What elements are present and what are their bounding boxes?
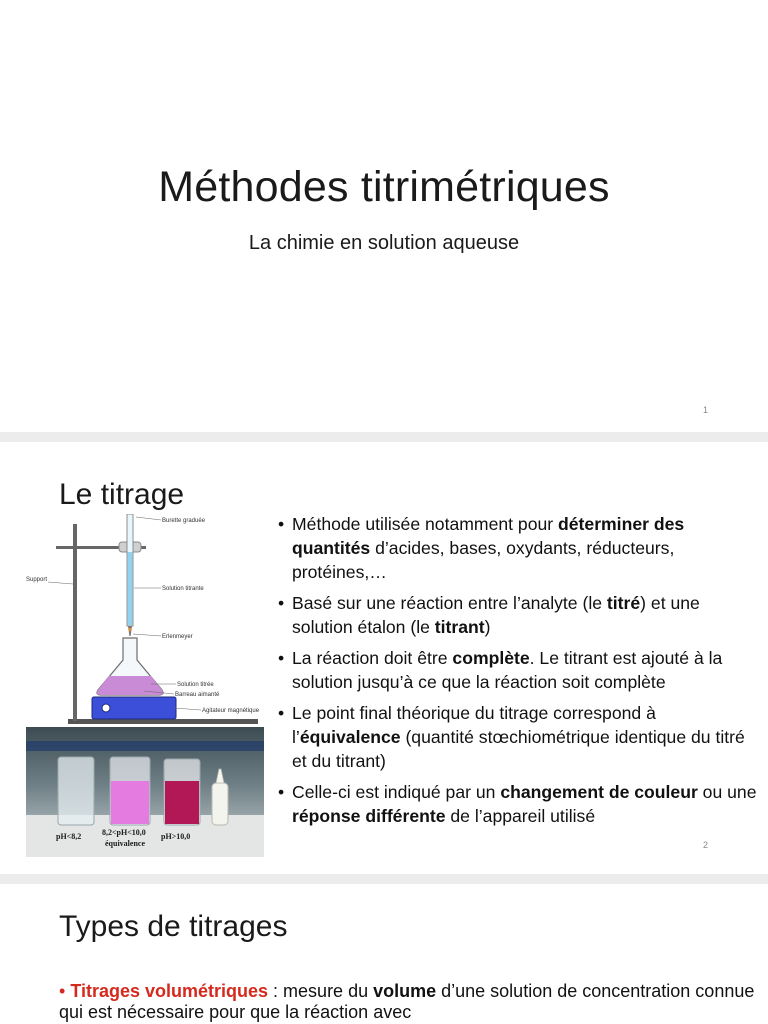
bold-term: équivalence	[299, 727, 401, 747]
label-support: Support	[26, 577, 48, 583]
bullet-text: . Le titrant est ajouté à la solution jusqu’à ce que la réaction soit complète	[292, 648, 723, 692]
photo-label-ph-low: pH<8,2	[56, 832, 82, 841]
bullet-text: Celle-ci est indiqué par un	[292, 782, 501, 802]
bullet-text: ) et une solution étalon (le	[292, 593, 700, 637]
bullet-text: )	[484, 617, 491, 637]
highlight-term: Titrages volumétriques	[70, 981, 269, 1001]
bold-term: complète	[452, 648, 530, 668]
bold-term: titré	[606, 593, 641, 613]
label-barreau: Barreau aimanté	[175, 692, 220, 698]
page-number: 2	[703, 840, 709, 850]
slide-title: Le titrage	[59, 478, 185, 511]
photo-label-ph-mid: 8,2<pH<10,0	[102, 828, 146, 837]
label-titrant: Solution titrante	[162, 586, 204, 592]
bullet-item	[278, 701, 758, 773]
bullet-text: ou une	[697, 782, 757, 802]
titrant-liquid	[128, 552, 133, 625]
beaker-clear	[58, 757, 94, 825]
bullet-list	[278, 512, 758, 835]
presentation-subtitle: La chimie en solution aqueuse	[248, 232, 520, 254]
bold-term: volume	[373, 981, 437, 1001]
bullet-titrages-volumetriques	[59, 981, 759, 1023]
bold-term: réponse différente	[292, 806, 446, 826]
bullet-item	[278, 646, 758, 694]
bullet-text: Le point final théorique du titrage correspond à l’	[292, 703, 656, 747]
bold-term: changement de couleur	[500, 782, 698, 802]
slide-title	[0, 0, 768, 432]
stirrer-knob	[102, 704, 110, 712]
beaker-pink	[111, 781, 149, 824]
bullet-text: d’une solution de concentration connue qui est nécessaire pour que la réaction avec	[59, 981, 755, 1022]
bullet-text: La réaction doit être	[292, 648, 453, 668]
bullet-text: Méthode utilisée notamment pour	[292, 514, 559, 534]
titration-apparatus-diagram	[26, 514, 266, 729]
bullet-text: Basé sur une réaction entre l’analyte (le	[292, 593, 607, 613]
slide-title: Types de titrages	[59, 910, 288, 943]
slide-le-titrage	[0, 442, 768, 874]
bullet-item	[278, 512, 758, 584]
beakers-photo	[26, 727, 264, 857]
photo-label-equivalence: équivalence	[105, 839, 145, 848]
bullet-text: de l’appareil utilisé	[445, 806, 596, 826]
bold-term: titrant	[434, 617, 485, 637]
bullet-text: (quantité stœchiométrique identique du titré et du titrant)	[292, 727, 745, 771]
label-erlenmeyer: Erlenmeyer	[162, 634, 193, 640]
photo-label-ph-high: pH>10,0	[161, 832, 191, 841]
label-titre: Solution titrée	[177, 682, 214, 688]
label-agitateur: Agitateur magnétique	[202, 708, 260, 714]
support-rod	[73, 524, 77, 721]
stand-base	[68, 719, 258, 724]
label-burette: Burette graduée	[162, 518, 206, 524]
page-number: 1	[703, 405, 709, 415]
bullet-text: : mesure du	[268, 981, 374, 1001]
indicator-bottle	[212, 783, 228, 825]
slide-separator	[0, 874, 768, 884]
bullet-item	[278, 591, 758, 639]
beaker-red	[165, 781, 199, 824]
presentation-title: Méthodes titrimétriques	[158, 163, 610, 211]
bullet-item	[278, 780, 758, 828]
bullet-dot: •	[59, 981, 71, 1001]
bullet-text: d’acides, bases, oxydants, réducteurs, protéines,…	[292, 538, 675, 582]
slide-separator	[0, 432, 768, 442]
bold-term: déterminer des quantités	[292, 514, 685, 558]
slide-types-de-titrages	[0, 884, 768, 1024]
